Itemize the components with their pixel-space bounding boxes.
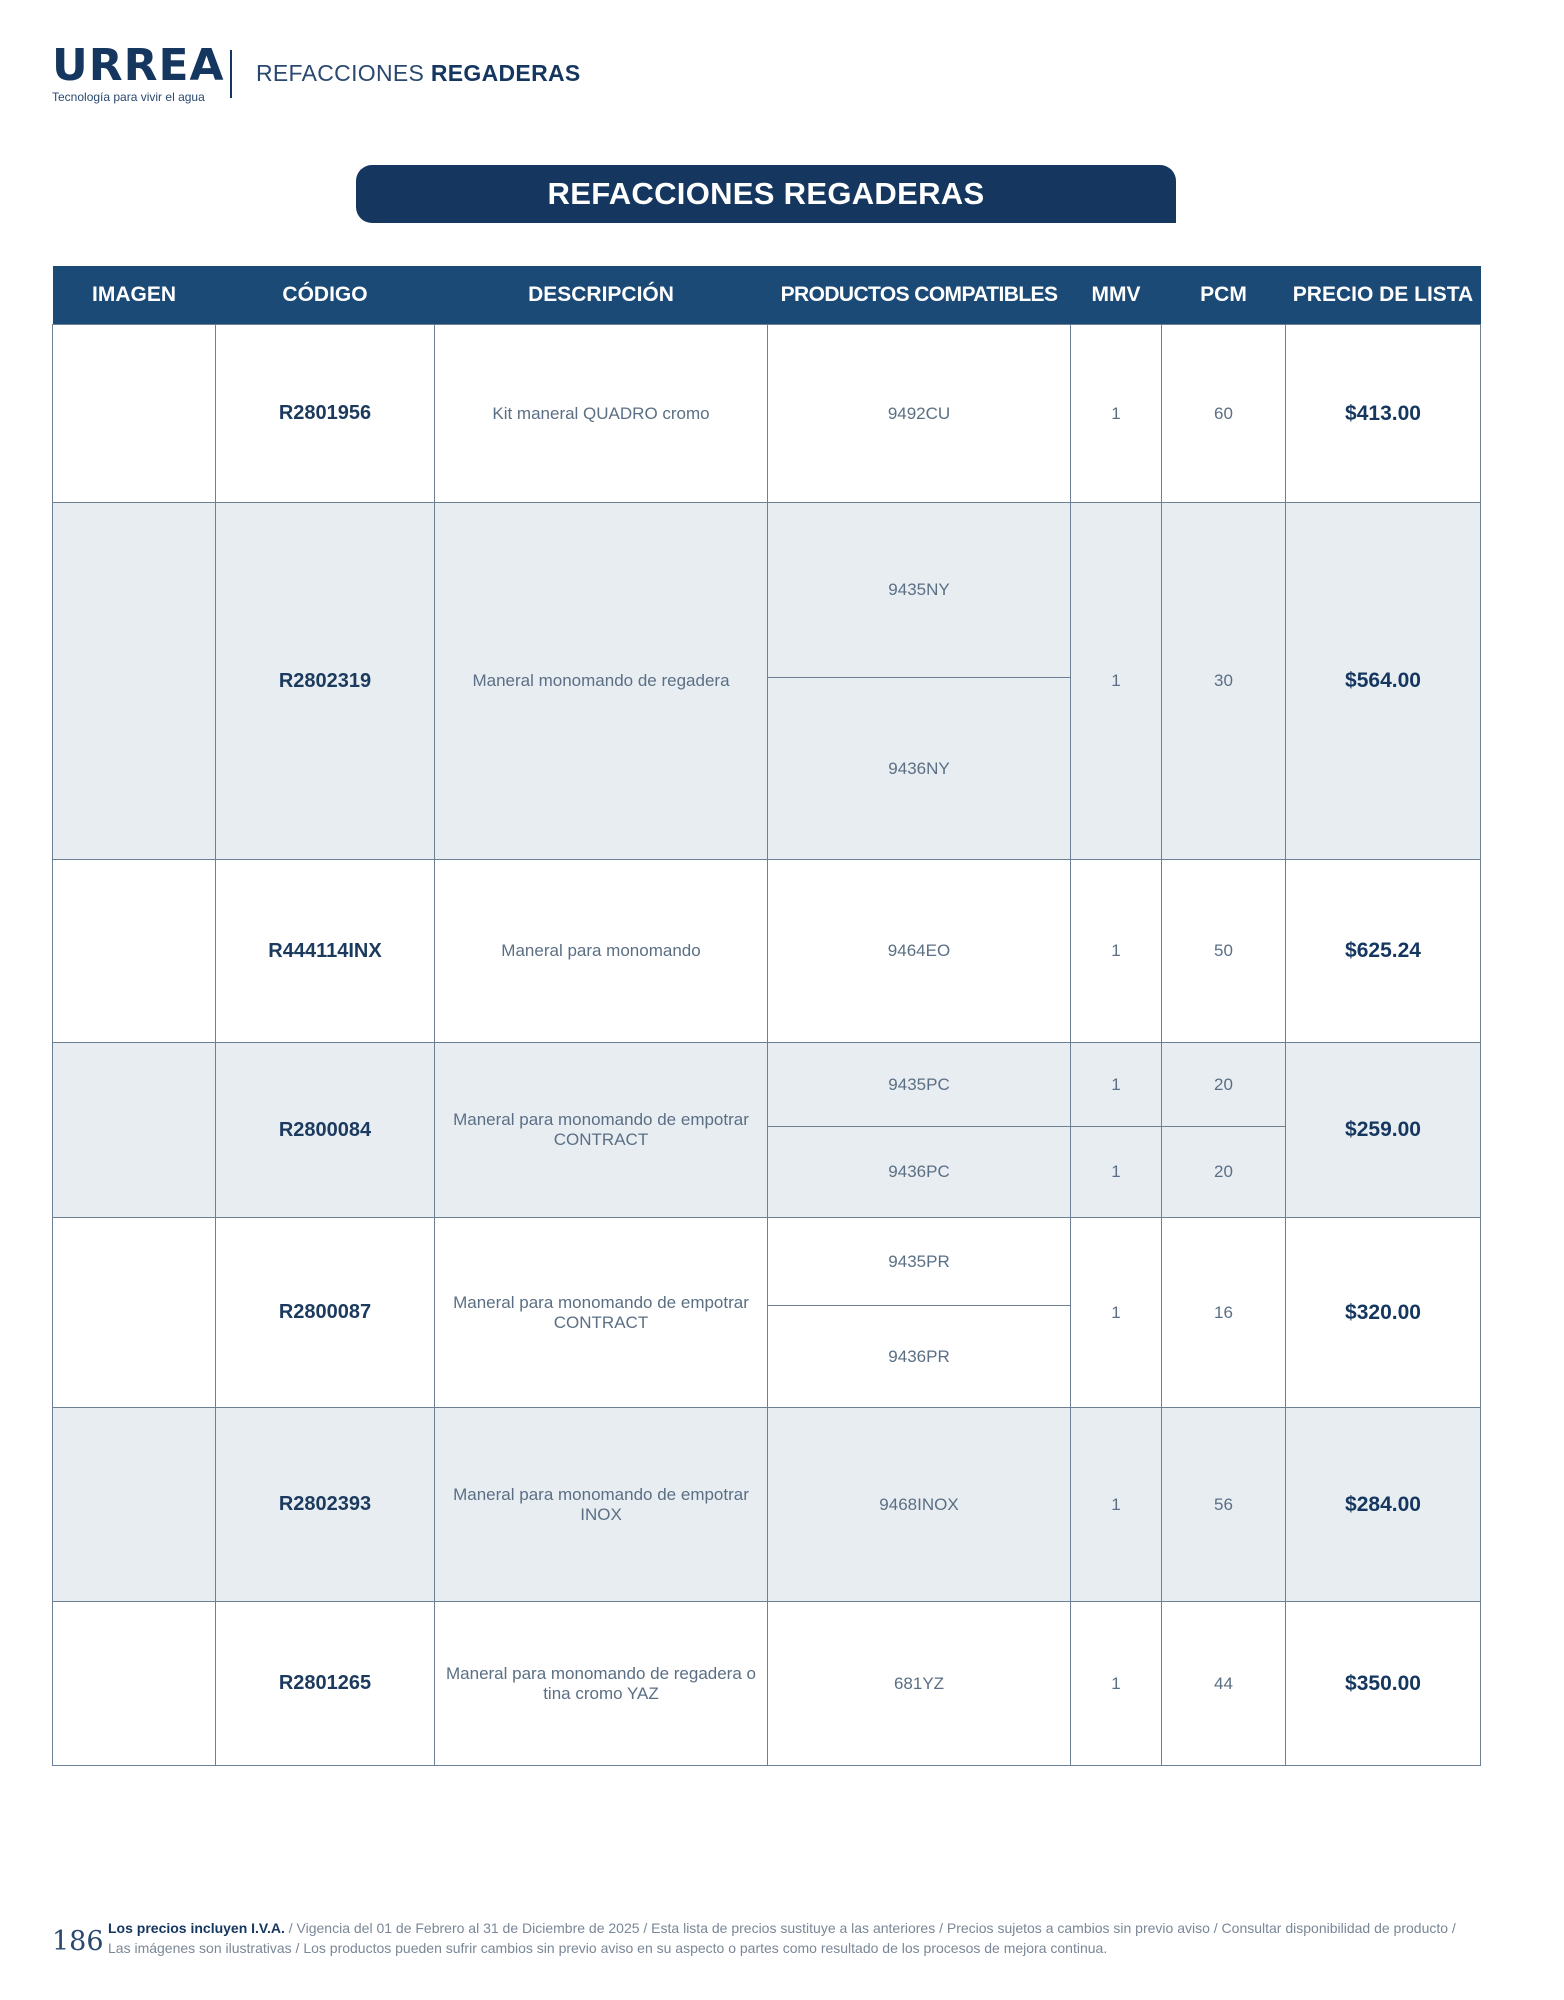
compatible-product: 9435NY — [768, 503, 1071, 678]
page-number: 186 — [52, 1926, 104, 1957]
list-price: $625.24 — [1286, 860, 1481, 1043]
pcm-value: 16 — [1162, 1218, 1286, 1408]
compatible-product: 9436NY — [768, 678, 1071, 860]
parts-table — [52, 266, 1481, 1766]
pcm-value: 20 — [1162, 1127, 1286, 1218]
logo-tagline: Tecnología para vivir el agua — [52, 90, 205, 104]
mmv-value: 1 — [1071, 860, 1162, 1043]
header-section-bold: REGADERAS — [430, 60, 581, 86]
compatible-product: 9435PR — [768, 1218, 1071, 1306]
col-header-descripcion: DESCRIPCIÓN — [435, 266, 768, 325]
product-description: Maneral para monomando — [435, 860, 768, 1043]
col-header-pcm: PCM — [1162, 266, 1286, 325]
table-row — [53, 503, 1481, 678]
table-row — [53, 325, 1481, 503]
list-price: $564.00 — [1286, 503, 1481, 860]
pcm-value: 30 — [1162, 503, 1286, 860]
mmv-value: 1 — [1071, 1043, 1162, 1127]
product-code: R2802393 — [216, 1408, 435, 1602]
col-header-precio: PRECIO DE LISTA — [1286, 266, 1481, 325]
list-price: $350.00 — [1286, 1602, 1481, 1766]
product-image-cell — [53, 860, 216, 1043]
product-code: R2801956 — [216, 325, 435, 503]
product-image-cell — [53, 503, 216, 860]
product-image-cell — [53, 1043, 216, 1218]
mmv-value: 1 — [1071, 1218, 1162, 1408]
pcm-value: 44 — [1162, 1602, 1286, 1766]
product-description: Kit maneral QUADRO cromo — [435, 325, 768, 503]
mmv-value: 1 — [1071, 1408, 1162, 1602]
urrea-logo — [52, 40, 225, 104]
product-code: R2800084 — [216, 1043, 435, 1218]
product-image-cell — [53, 325, 216, 503]
mmv-value: 1 — [1071, 1602, 1162, 1766]
product-code: R444114INX — [216, 860, 435, 1043]
list-price: $284.00 — [1286, 1408, 1481, 1602]
footer-disclaimer-text: / Vigencia del 01 de Febrero al 31 de Diciembre de 2025 / Esta lista de precios sustituye a las anteriores / Precios sujetos a cambios sin previo aviso / Consultar disponibilidad de producto / Las imágenes son ilustrativas / Los productos pueden sufrir cambios sin previo aviso en su aspecto o partes como resultado de los procesos de mejora continua. — [108, 1920, 1456, 1956]
col-header-compatibles: PRODUCTOS COMPATIBLES — [768, 266, 1071, 325]
logo-wordmark: URREA — [52, 40, 225, 91]
mmv-value: 1 — [1071, 1127, 1162, 1218]
product-description: Maneral para monomando de empotrar CONTRACT — [435, 1043, 768, 1218]
table-row — [53, 860, 1481, 1043]
product-code: R2800087 — [216, 1218, 435, 1408]
product-image-cell — [53, 1408, 216, 1602]
compatible-product: 9492CU — [768, 325, 1071, 503]
product-description: Maneral para monomando de regadera o tina cromo YAZ — [435, 1602, 768, 1766]
compatible-product: 681YZ — [768, 1602, 1071, 1766]
pcm-value: 20 — [1162, 1043, 1286, 1127]
pcm-value: 60 — [1162, 325, 1286, 503]
compatible-product: 9436PC — [768, 1127, 1071, 1218]
table-row — [53, 1602, 1481, 1766]
compatible-product: 9468INOX — [768, 1408, 1071, 1602]
product-code: R2801265 — [216, 1602, 435, 1766]
footer-iva-note: Los precios incluyen I.V.A. — [108, 1920, 285, 1936]
compatible-product: 9436PR — [768, 1306, 1071, 1408]
product-description: Maneral monomando de regadera — [435, 503, 768, 860]
table-row — [53, 1043, 1481, 1127]
table-row — [53, 1218, 1481, 1306]
compatible-product: 9464EO — [768, 860, 1071, 1043]
table-row — [53, 1408, 1481, 1602]
list-price: $413.00 — [1286, 325, 1481, 503]
footer-disclaimer — [108, 1918, 1468, 1958]
table-header-row — [53, 266, 1481, 325]
product-image-cell — [53, 1602, 216, 1766]
col-header-mmv: MMV — [1071, 266, 1162, 325]
col-header-codigo: CÓDIGO — [216, 266, 435, 325]
product-image-cell — [53, 1218, 216, 1408]
pcm-value: 50 — [1162, 860, 1286, 1043]
page-banner-title: REFACCIONES REGADERAS — [356, 165, 1176, 223]
list-price: $259.00 — [1286, 1043, 1481, 1218]
header-divider — [230, 50, 232, 98]
compatible-product: 9435PC — [768, 1043, 1071, 1127]
product-code: R2802319 — [216, 503, 435, 860]
mmv-value: 1 — [1071, 503, 1162, 860]
header-section-light: REFACCIONES — [256, 60, 425, 86]
product-description: Maneral para monomando de empotrar CONTRACT — [435, 1218, 768, 1408]
list-price: $320.00 — [1286, 1218, 1481, 1408]
header-section-title — [256, 60, 581, 87]
col-header-imagen: IMAGEN — [53, 266, 216, 325]
product-description: Maneral para monomando de empotrar INOX — [435, 1408, 768, 1602]
pcm-value: 56 — [1162, 1408, 1286, 1602]
mmv-value: 1 — [1071, 325, 1162, 503]
